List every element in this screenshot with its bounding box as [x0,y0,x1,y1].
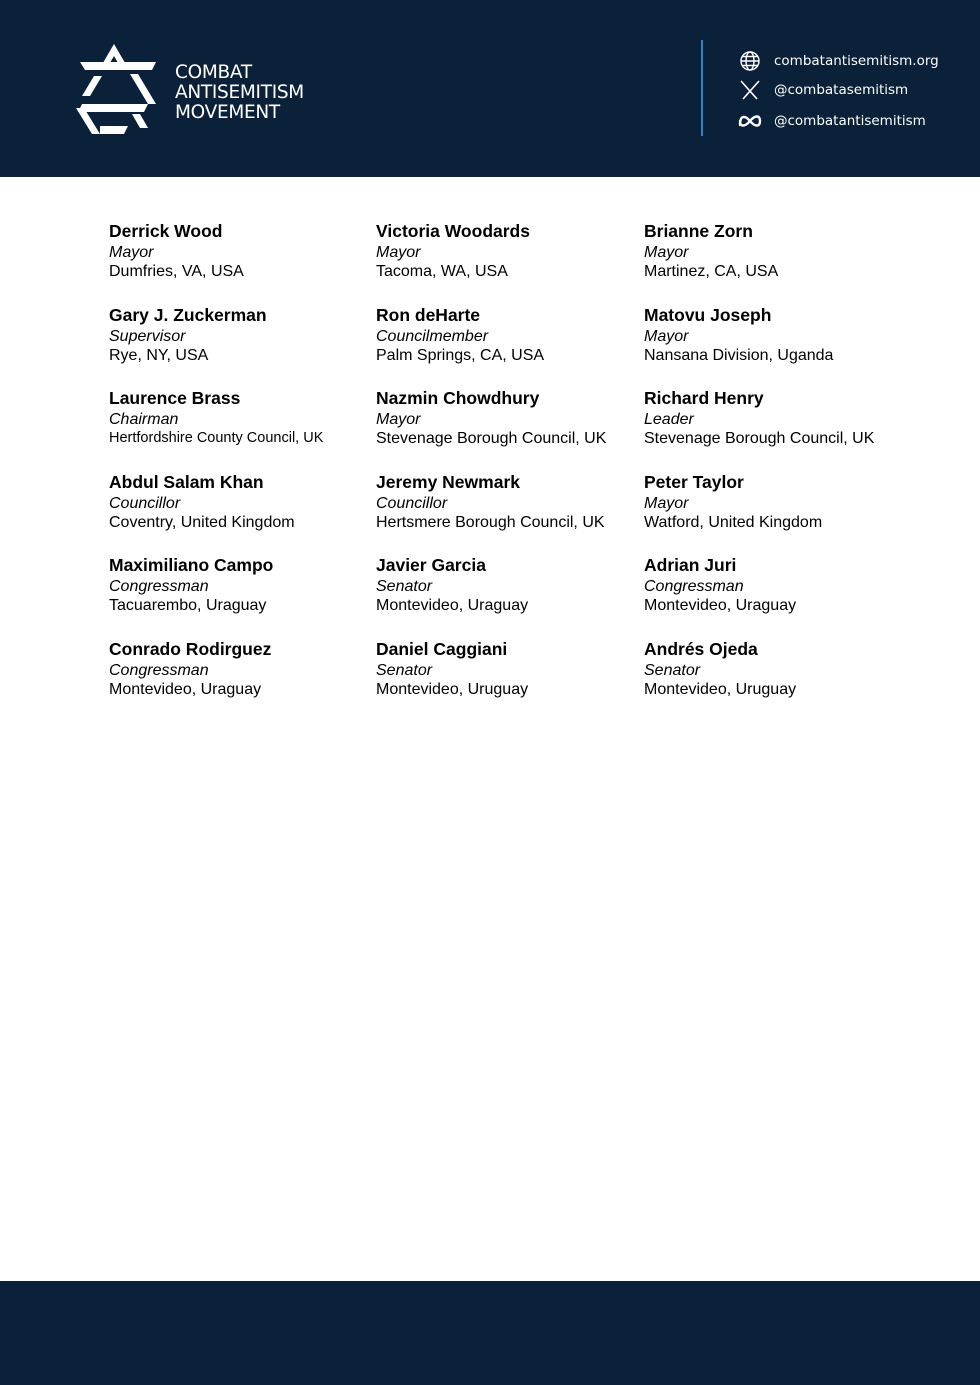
meta-contact[interactable] [737,109,926,133]
signatory-entry [376,471,644,555]
signatory-title: Chairman [109,411,179,428]
signatory-title: Mayor [644,327,689,345]
signatory-location: Tacoma, WA, USA [376,263,508,280]
signatory-entry [376,638,644,722]
signatory-location: Coventry, United Kingdom [109,513,295,531]
signatory-title: Congressman [644,578,744,595]
signatory-entry [109,554,376,638]
signatory-name: Maximiliano Campo [109,555,274,575]
x-handle-link[interactable]: @combatasemitism [774,82,909,98]
signatory-location: Palm Springs, CA, USA [376,346,545,364]
signatory-location: Hertfordshire County Council, UK [109,430,324,446]
signatory-location: Stevenage Borough Council, UK [644,430,875,447]
signatory-location: Montevideo, Uraguay [644,597,797,614]
signatory-entry [644,220,904,304]
signatory-location: Stevenage Borough Council, UK [376,430,607,447]
signatory-title: Mayor [644,244,689,261]
signatory-entry [376,220,644,304]
signatory-location: Montevideo, Uraguay [376,597,529,614]
signatory-entry [376,554,644,638]
signatory-title: Councilmember [376,327,489,345]
logo-line: MOVEMENT [175,102,280,123]
signatory-location: Watford, United Kingdom [644,513,823,531]
signatory-name: Abdul Salam Khan [109,471,264,492]
signatory-entry [644,638,904,722]
signatory-name: Brianne Zorn [644,221,753,241]
signatory-name: Nazmin Chowdhury [376,388,540,408]
signatory-name: Andrés Ojeda [644,638,758,659]
signatory-location: Martinez, CA, USA [644,263,779,280]
website-link[interactable]: combatantisemitism.org [774,53,939,69]
header-divider [701,40,703,136]
signatory-location: Montevideo, Uruguay [376,680,529,698]
signatory-name: Derrick Wood [109,221,223,241]
signatory-location: Montevideo, Uruguay [644,680,797,698]
meta-logo-icon [737,110,763,132]
signatory-name: Conrado Rodirguez [109,638,272,659]
signatory-name: Gary J. Zuckerman [109,304,267,325]
signatory-title: Senator [644,661,701,679]
signatory-entry [109,638,376,722]
signatory-entry [376,387,644,471]
signatory-entry [109,387,376,471]
star-of-david-logo-icon [72,42,160,136]
logo-line: ANTISEMITISM [175,82,304,103]
logo-line: COMBAT [175,62,252,83]
signatory-location: Tacuarembo, Uraguay [109,597,267,614]
signatory-location: Dumfries, VA, USA [109,263,244,280]
signatory-location: Rye, NY, USA [109,346,209,364]
signatory-title: Congressman [109,661,209,679]
signatory-location: Hertsmere Borough Council, UK [376,513,605,531]
signatory-name: Matovu Joseph [644,304,772,325]
signatory-title: Mayor [644,494,689,512]
signatory-location: Montevideo, Uraguay [109,680,262,698]
x-logo-icon [737,79,763,101]
signatory-entry [644,471,904,555]
signatory-entry [109,304,376,388]
website-contact[interactable] [737,49,939,73]
logo-wordmark [175,63,304,123]
signatory-title: Leader [644,411,694,428]
signatory-entry [109,220,376,304]
signatory-entry [644,304,904,388]
signatory-name: Victoria Woodards [376,221,530,241]
signatory-name: Adrian Juri [644,555,737,575]
header-banner [0,0,980,177]
signatory-name: Ron deHarte [376,304,481,325]
signatories-grid [109,220,904,721]
signatory-name: Richard Henry [644,388,764,408]
signatory-name: Daniel Caggiani [376,638,508,659]
signatory-title: Mayor [109,244,154,261]
signatory-title: Councillor [109,494,181,512]
signatory-title: Senator [376,578,433,595]
signatory-name: Peter Taylor [644,471,744,492]
signatory-entry [644,387,904,471]
signatory-name: Jeremy Newmark [376,471,520,492]
signatory-title: Mayor [376,244,421,261]
signatory-name: Javier Garcia [376,555,486,575]
signatory-location: Nansana Division, Uganda [644,346,834,364]
signatory-title: Senator [376,661,433,679]
signatory-entry [644,554,904,638]
meta-handle-link[interactable]: @combatantisemitism [774,113,926,129]
x-contact[interactable] [737,78,908,102]
signatory-title: Supervisor [109,327,186,345]
signatory-title: Mayor [376,411,421,428]
footer-banner [0,1281,980,1385]
globe-icon [737,50,763,72]
signatory-entry [109,471,376,555]
signatory-title: Councillor [376,494,448,512]
signatory-entry [376,304,644,388]
signatory-title: Congressman [109,578,209,595]
signatory-name: Laurence Brass [109,388,241,408]
